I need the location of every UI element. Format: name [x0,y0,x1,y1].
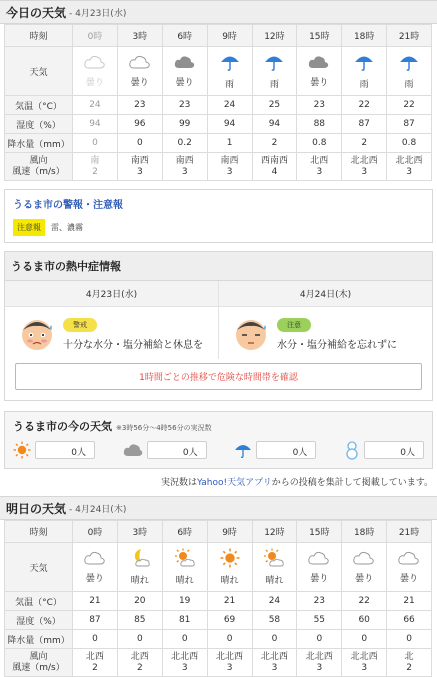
wind-row [5,153,432,181]
wind-direction: 北北西 [216,651,244,662]
precipitation-cell: 0 [252,630,297,649]
weather-row [5,47,432,96]
weather-text: 雨 [269,80,279,90]
sun-icon [208,548,252,571]
time-label: 時刻 [5,521,73,543]
hour-cell: 0時 [73,521,118,543]
precipitation-cell: 0 [207,630,252,649]
heatstroke-message: 水分・塩分補給を忘れずに [277,339,397,351]
weather-label: 天気 [5,47,73,96]
humidity-row [5,115,432,134]
weather-cell [342,543,387,592]
weather-text: 雨 [359,80,369,90]
wind-direction: 南西 [175,155,194,166]
wind-direction: 南 [90,155,100,166]
report-count: 0人 [256,441,316,459]
hour-cell: 3時 [117,521,162,543]
temperature-cell: 25 [252,96,297,115]
temperature-cell: 23 [162,96,207,115]
humidity-cell: 60 [342,611,387,630]
wind-cell [297,153,342,181]
temperature-cell: 24 [207,96,252,115]
cloud-icon [123,442,143,458]
weather-cell [252,543,297,592]
weather-row [5,543,432,592]
weather-text: 晴れ [265,576,284,586]
humidity-label: 湿度（%） [5,115,73,134]
temperature-cell: 21 [73,592,118,611]
weather-cell [297,543,342,592]
time-row [5,521,432,543]
warning-items: 雷、濃霧 [51,223,83,232]
warning-badge: 注意報 [13,219,45,236]
today-date: - 4月23日(水) [69,8,127,19]
wind-speed: 3 [361,166,368,177]
hour-cell: 12時 [252,521,297,543]
wind-cell [73,153,118,181]
cloud-icon [118,54,162,73]
humidity-cell: 55 [297,611,342,630]
precipitation-cell: 0 [73,630,118,649]
wind-speed: 3 [181,662,188,673]
wind-label: 風向 風速（m/s） [5,153,73,181]
wind-speed: 3 [316,662,323,673]
wind-speed: 3 [361,662,368,673]
hour-cell: 6時 [162,521,207,543]
tomorrow-date: - 4月24日(木) [69,504,127,515]
hour-cell: 6時 [162,25,207,47]
wind-cell [162,153,207,181]
wind-direction: 北西 [85,651,104,662]
weather-text: 晴れ [220,576,239,586]
hour-cell: 9時 [207,25,252,47]
precipitation-cell: 2 [342,134,387,153]
wind-cell [117,649,162,677]
weather-cell [73,543,118,592]
heatstroke-level-badge: 注意 [277,318,311,332]
precipitation-row [5,134,432,153]
humidity-cell: 96 [117,115,162,134]
wind-cell [207,153,252,181]
humidity-cell: 87 [73,611,118,630]
precipitation-cell: 2 [252,134,297,153]
weather-cell [387,47,432,96]
umbrella-icon [208,52,252,75]
weather-cell [117,543,162,592]
humidity-row [5,611,432,630]
note-text: からの投稿を集計して掲載しています。 [271,478,433,488]
temperature-row [5,592,432,611]
wind-speed: 2 [92,662,98,673]
wind-speed: 2 [136,662,143,673]
heatstroke-day-tomorrow [218,281,432,359]
heatstroke-day-today [5,281,218,359]
wind-direction: 北西 [130,651,149,662]
heatstroke-hourly-link[interactable]: 1時間ごとの推移で危険な時間帯を確認 [15,363,422,390]
wind-direction: 南西 [130,155,149,166]
wind-cell [73,649,118,677]
weather-cell [387,543,432,592]
temperature-cell: 23 [297,592,342,611]
sun-icon [13,441,31,459]
humidity-cell: 88 [297,115,342,134]
temperature-cell: 22 [387,96,432,115]
wind-row [5,649,432,677]
hour-cell: 21時 [387,521,432,543]
weather-text: 雨 [225,80,235,90]
heatstroke-date: 4月23日(水) [5,281,218,307]
temperature-cell: 24 [73,96,118,115]
weather-cell [207,47,252,96]
report-cloudy[interactable] [123,440,207,460]
weather-cell [162,543,207,592]
today-title: 今日の天気 [6,5,67,20]
wind-speed: 4 [271,166,278,177]
precipitation-cell: 0 [117,134,162,153]
report-note [0,469,437,488]
weather-text: 晴れ [130,576,149,586]
tomorrow-header [0,496,437,520]
wind-direction: 西南西 [260,155,288,166]
temperature-label: 気温（°C） [5,592,73,611]
wind-cell [207,649,252,677]
hour-cell: 21時 [387,25,432,47]
wind-cell [252,649,297,677]
heatstroke-box [4,251,433,401]
humidity-cell: 87 [342,115,387,134]
humidity-label: 湿度（%） [5,611,73,630]
precipitation-cell: 1 [207,134,252,153]
precipitation-cell: 0 [117,630,162,649]
weather-cell [342,47,387,96]
temperature-cell: 22 [342,96,387,115]
heatstroke-date: 4月24日(木) [219,281,432,307]
weather-text: 曇り [130,78,149,88]
weather-text: 雨 [404,80,414,90]
wind-direction: 北北西 [350,155,378,166]
weather-text: 曇り [310,78,329,88]
temperature-cell: 23 [117,96,162,115]
cloud-icon [73,54,117,73]
wind-cell [342,153,387,181]
temperature-cell: 20 [117,592,162,611]
yahoo-app-link[interactable]: Yahoo!天気アプリ [196,478,272,488]
wind-speed: 3 [136,166,143,177]
precipitation-cell: 0.2 [162,134,207,153]
precipitation-cell: 0 [297,630,342,649]
report-count: 0人 [35,441,95,459]
humidity-cell: 94 [207,115,252,134]
humidity-cell: 66 [387,611,432,630]
report-rain[interactable] [234,440,316,460]
wind-speed: 3 [226,662,233,673]
humidity-cell: 81 [162,611,207,630]
wind-cell [297,649,342,677]
tomorrow-forecast-table [4,520,432,677]
humidity-cell: 87 [387,115,432,134]
today-header [0,0,437,24]
hour-cell: 9時 [207,521,252,543]
precipitation-cell: 0 [162,630,207,649]
wind-speed: 3 [271,662,278,673]
humidity-cell: 69 [207,611,252,630]
sun-cloud-icon [163,548,207,571]
weather-text: 晴れ [175,576,194,586]
temperature-cell: 21 [207,592,252,611]
wind-direction: 南西 [220,155,239,166]
note-text: 実況数は [160,478,197,488]
warning-box [4,189,433,243]
temperature-label: 気温（°C） [5,96,73,115]
precipitation-row [5,630,432,649]
wind-direction: 北北西 [171,651,199,662]
weather-text: 曇り [400,574,419,584]
tomorrow-title: 明日の天気 [6,501,67,516]
hour-cell: 0時 [73,25,118,47]
hour-cell: 15時 [297,521,342,543]
temperature-cell: 19 [162,592,207,611]
weather-cell [297,47,342,96]
cloud-icon [342,550,386,569]
hour-cell: 15時 [297,25,342,47]
time-row [5,25,432,47]
face-icon [233,316,269,352]
umbrella-icon [387,52,431,75]
weather-cell [252,47,297,96]
precipitation-cell: 0 [387,630,432,649]
wind-direction: 北北西 [395,155,423,166]
report-sunny[interactable] [13,440,95,460]
current-weather-subtitle: ※3時56分〜4時56分の実況数 [116,424,212,432]
precipitation-label: 降水量（mm） [5,134,73,153]
hour-cell: 18時 [342,25,387,47]
current-weather-box [4,411,433,469]
weather-text: 曇り [85,574,104,584]
sweating-face-icon [19,316,55,352]
wind-cell [117,153,162,181]
heatstroke-message: 十分な水分・塩分補給と休息を [63,339,203,351]
hour-cell: 18時 [342,521,387,543]
weather-cell [162,47,207,96]
wind-cell [252,153,297,181]
moon-cloud-icon [118,548,162,571]
snowman-icon [344,440,360,460]
wind-speed: 3 [226,166,233,177]
weather-text: 曇り [85,78,104,88]
sun-cloud-icon [253,548,297,571]
humidity-cell: 85 [117,611,162,630]
weather-cell [117,47,162,96]
precipitation-cell: 0.8 [387,134,432,153]
umbrella-icon [253,52,297,75]
cloud-icon [387,550,431,569]
humidity-cell: 99 [162,115,207,134]
umbrella-icon [234,441,252,459]
precipitation-cell: 0 [342,630,387,649]
wind-direction: 北北西 [305,651,333,662]
temperature-cell: 23 [297,96,342,115]
wind-direction: 北北西 [350,651,378,662]
report-snow[interactable] [344,440,424,460]
temperature-cell: 21 [387,592,432,611]
temperature-row [5,96,432,115]
report-count: 0人 [364,441,424,459]
report-count: 0人 [147,441,207,459]
cloud-icon [297,550,341,569]
temperature-cell: 22 [342,592,387,611]
warning-title[interactable]: うるま市の警報・注意報 [13,200,123,211]
wind-direction: 北西 [310,155,329,166]
weather-cell [207,543,252,592]
weather-label: 天気 [5,543,73,592]
wind-direction: 北 [404,651,414,662]
wind-speed: 3 [316,166,323,177]
wind-label: 風向 風速（m/s） [5,649,73,677]
weather-text: 曇り [355,574,374,584]
today-forecast-table [4,24,432,181]
current-weather-title: うるま市の今の天気 [13,420,112,433]
time-label: 時刻 [5,25,73,47]
weather-cell [73,47,118,96]
weather-text: 曇り [175,78,194,88]
precipitation-cell: 0 [73,134,118,153]
wind-cell [162,649,207,677]
wind-speed: 2 [406,662,412,673]
weather-text: 曇り [310,574,329,584]
humidity-cell: 94 [73,115,118,134]
heatstroke-level-badge: 警戒 [63,318,97,332]
wind-cell [387,649,432,677]
precipitation-label: 降水量（mm） [5,630,73,649]
wind-speed: 3 [181,166,188,177]
humidity-cell: 94 [252,115,297,134]
wind-direction: 北北西 [260,651,288,662]
wind-cell [342,649,387,677]
heavy-cloud-icon [163,54,207,73]
heavy-cloud-icon [297,54,341,73]
humidity-cell: 58 [252,611,297,630]
hour-cell: 3時 [117,25,162,47]
wind-cell [387,153,432,181]
precipitation-cell: 0.8 [297,134,342,153]
wind-speed: 3 [406,166,412,177]
cloud-icon [73,550,117,569]
umbrella-icon [342,52,386,75]
wind-speed: 2 [92,166,98,177]
temperature-cell: 24 [252,592,297,611]
heatstroke-title: うるま市の熱中症情報 [5,252,432,281]
hour-cell: 12時 [252,25,297,47]
